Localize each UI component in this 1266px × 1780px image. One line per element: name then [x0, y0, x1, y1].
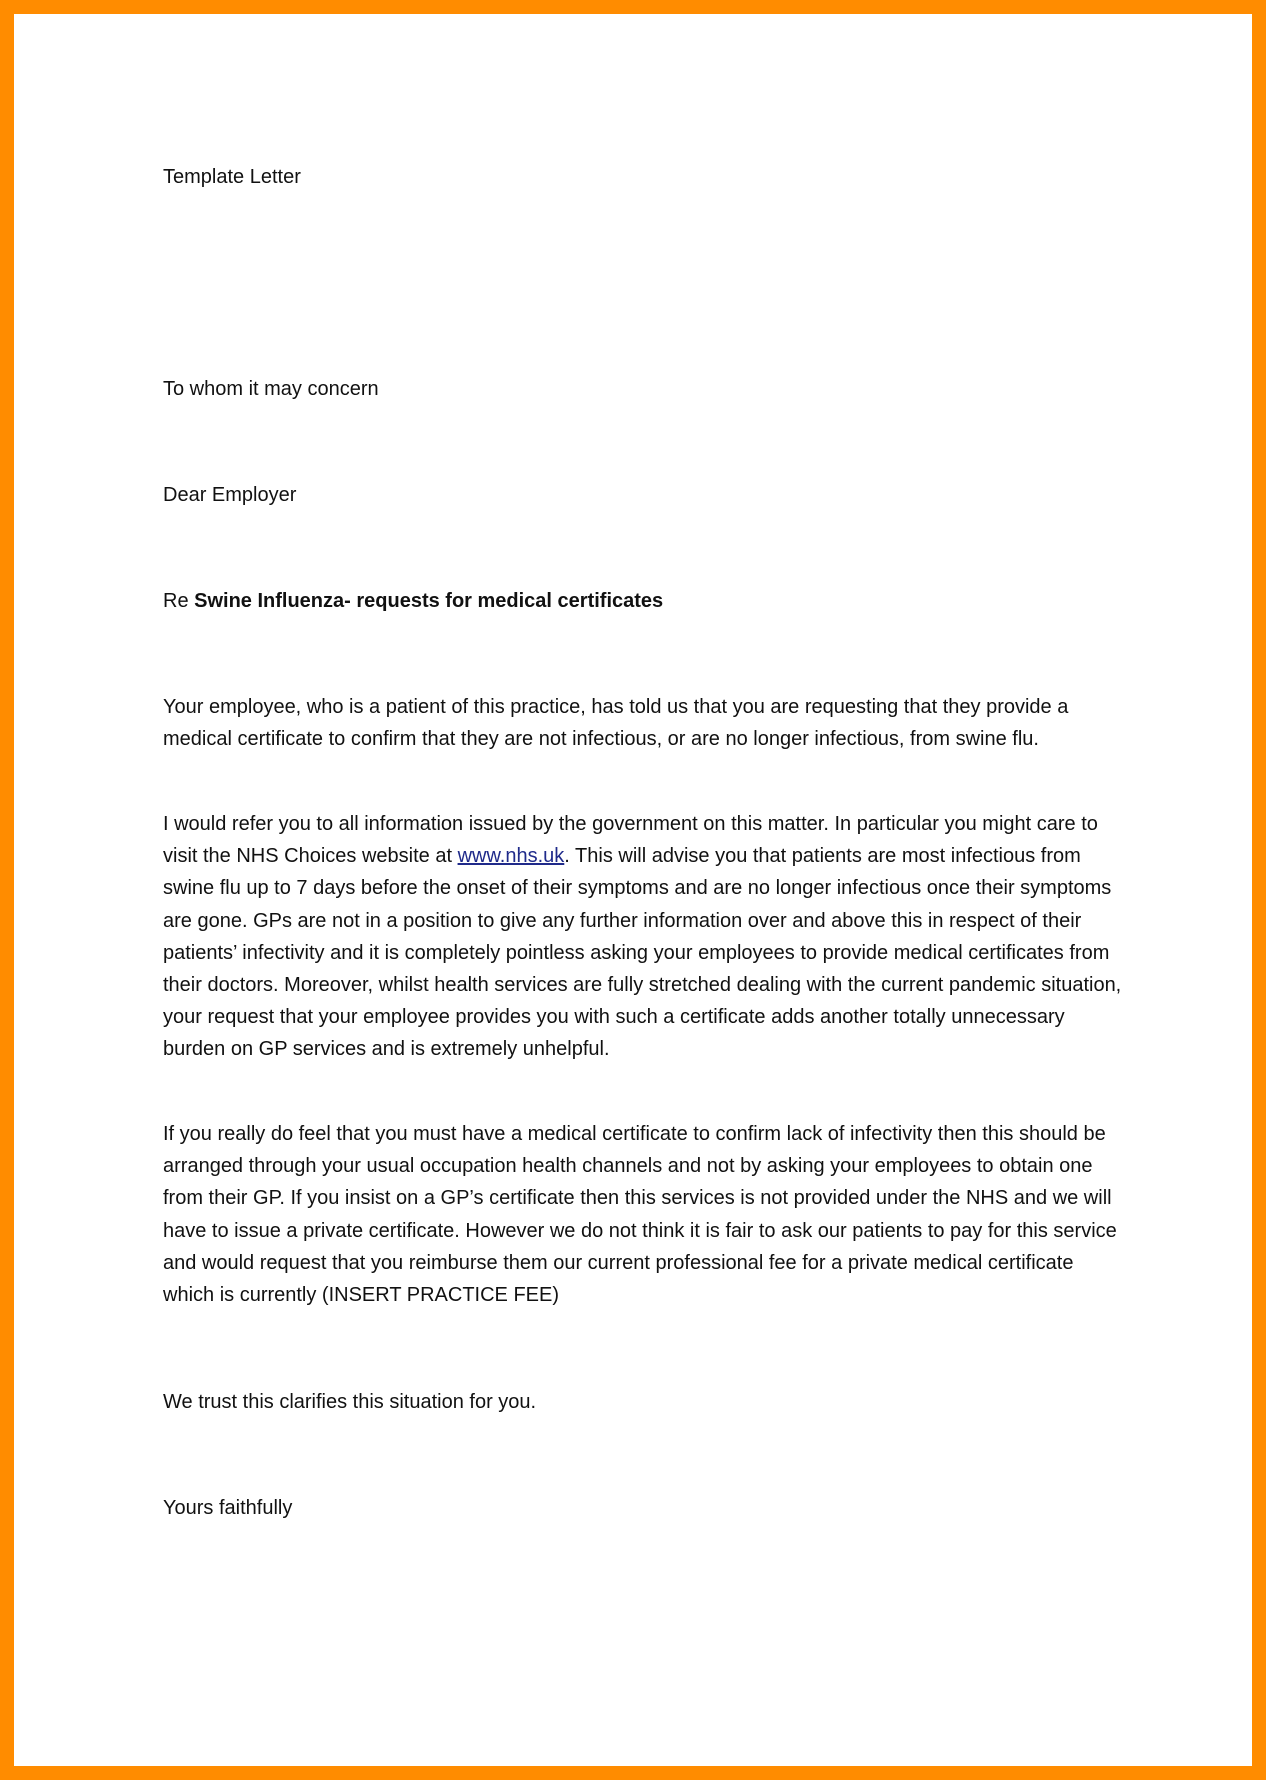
body-paragraph-2 — [163, 808, 1123, 1066]
subject-line — [163, 588, 663, 614]
nhs-website-link[interactable]: www.nhs.uk — [457, 845, 565, 868]
body-paragraph-3: If you really do feel that you must have a medical certificate to confirm lack of infectivity then this should be arranged through your usual occupation health channels and not by asking your employees to obtain one from their GP. If you insist on a GP’s certificate then this services is not provided under the NHS and we will have to issue a private certificate. However we do not think it is fair to ask our patients to pay for this service and would request that you reimburse them our current professional fee for a private medical certificate which is currently (INSERT PRACTICE FEE) — [163, 1123, 1117, 1307]
paragraph-2-rest: . This will advise you that patients are most infectious from swine flu up to 7 days before the onset of their symptoms and are no longer infectious once their symptoms are gone. GPs are not in a position to give any further information over and above this in respect of their patients’ infectivity and it is completely pointless asking your employees to provide medical certificates from their doctors. Moreover, whilst health services are fully stretched dealing with the current pandemic situation, your request that your employee provides you with such a certificate adds another totally unnecessary burden on GP services and is extremely unhelpful. — [163, 845, 1122, 1061]
sign-off: Yours faithfully — [163, 1497, 293, 1519]
subject-text: Swine Influenza- requests for medical certificates — [194, 590, 664, 612]
salutation-dear: Dear Employer — [163, 484, 297, 506]
letter-title: Template Letter — [163, 166, 301, 188]
body-paragraph-1: Your employee, who is a patient of this practice, has told us that you are requesting that they provide a medical certificate to confirm that they are not infectious, or are no longer infectious, from swine flu. — [163, 696, 1069, 751]
subject-prefix: Re — [163, 590, 195, 612]
paragraph-2-intro: I would refer you to all information issued by the government on this matter. In particular you might care to visit the NHS Choices website at — [163, 813, 1098, 868]
closing-line: We trust this clarifies this situation for you. — [163, 1391, 537, 1413]
salutation-to-whom: To whom it may concern — [163, 378, 379, 400]
